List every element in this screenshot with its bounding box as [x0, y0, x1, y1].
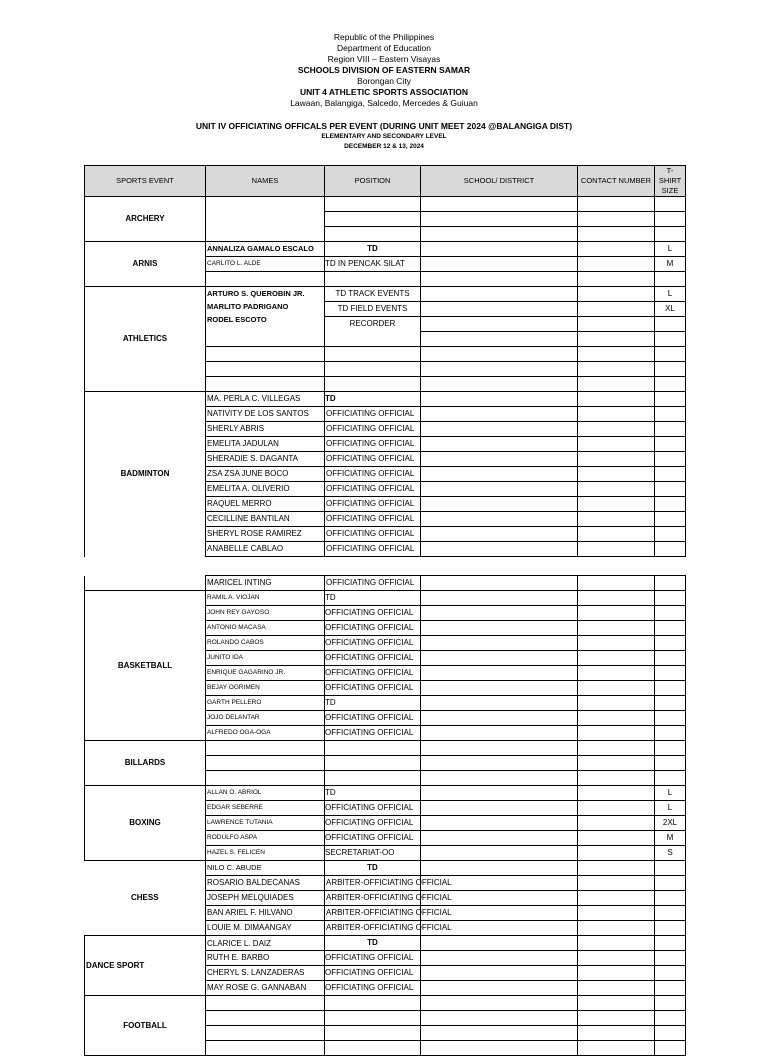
- official-name: CECILLINE BANTILAN: [206, 512, 325, 527]
- shirt-size: L: [655, 287, 686, 302]
- officials-table-part1: [84, 165, 686, 557]
- official-position: OFFICIATING OFFICIAL: [325, 636, 421, 651]
- official-name: JOHN REY GAYOSO: [206, 606, 325, 621]
- official-name: JOSEPH MELQUIADES: [206, 891, 325, 906]
- official-name: ANNALIZA GAMALO ESCALO: [206, 242, 325, 257]
- shirt-size: M: [655, 831, 686, 846]
- official-position: OFFICIATING OFFICIAL: [325, 666, 421, 681]
- official-position: OFFICIATING OFFICIAL: [325, 726, 421, 741]
- official-position: OFFICIATING OFFICIAL: [325, 816, 421, 831]
- shirt-size: S: [655, 846, 686, 861]
- official-position: TD: [325, 936, 421, 951]
- table-row: [85, 287, 686, 302]
- official-name: MARLITO PADRIGANO: [207, 302, 289, 311]
- event-boxing: BOXING: [85, 786, 206, 861]
- document-header: [0, 32, 768, 109]
- official-name: SHERLY ABRIS: [206, 422, 325, 437]
- official-position: OFFICIATING OFFICIAL: [325, 651, 421, 666]
- document-title-block: [0, 121, 768, 153]
- official-name: MA. PERLA C. VILLEGAS: [206, 392, 325, 407]
- official-position: OFFICIATING OFFICIAL: [325, 966, 421, 981]
- table-row: [85, 741, 686, 756]
- official-name: GARTH PELLERO: [206, 696, 325, 711]
- header-republic: Republic of the Philippines: [333, 32, 435, 42]
- shirt-size: L: [655, 801, 686, 816]
- shirt-size: XL: [655, 302, 686, 317]
- col-header-event: SPORTS EVENT: [85, 166, 206, 197]
- event-football: FOOTBALL: [85, 996, 206, 1056]
- table-row: [85, 996, 686, 1011]
- document-title: UNIT IV OFFICIATING OFFICALS PER EVENT (DURING UNIT MEET 2024 @BALANGIGA DIST): [195, 121, 573, 131]
- official-name: BAN ARIEL F. HILVANO: [206, 906, 325, 921]
- event-badminton: BADMINTON: [85, 392, 206, 557]
- official-position: TD: [325, 861, 421, 876]
- table-row: [85, 242, 686, 257]
- event-basketball: BASKETBALL: [85, 591, 206, 741]
- header-association: UNIT 4 ATHLETIC SPORTS ASSOCIATION: [299, 87, 469, 97]
- official-name: NATIVITY DE LOS SANTOS: [206, 407, 325, 422]
- col-header-names: NAMES: [206, 166, 325, 197]
- shirt-size: L: [655, 786, 686, 801]
- document-dates: DECEMBER 12 & 13, 2024: [344, 143, 424, 150]
- table-row: [85, 786, 686, 801]
- official-name: ZSA ZSA JUNE BOCO: [206, 467, 325, 482]
- official-name: ROSARIO BALDECANAS: [206, 876, 325, 891]
- shirt-size: 2XL: [655, 816, 686, 831]
- official-position: ARBITER-OFFICIATING OFFICIAL: [325, 921, 421, 936]
- officials-table-part2: [84, 575, 686, 1056]
- table-row: [85, 392, 686, 407]
- official-position: OFFICIATING OFFICIAL: [325, 606, 421, 621]
- official-position: TD: [325, 696, 421, 711]
- official-name: SHERYL ROSE RAMIREZ: [206, 527, 325, 542]
- official-name: RAMIL A. VIOJAN: [206, 591, 325, 606]
- event-dance-sport: DANCE SPORT: [85, 936, 206, 996]
- official-position: OFFICIATING OFFICIAL: [325, 681, 421, 696]
- official-position: TD: [325, 242, 421, 257]
- official-name: ANABELLE CABLAO: [206, 542, 325, 557]
- event-archery: ARCHERY: [85, 197, 206, 242]
- official-position: OFFICIATING OFFICIAL: [325, 621, 421, 636]
- official-position: TD: [325, 591, 421, 606]
- col-header-school: SCHOOL/ DISTRICT: [421, 166, 578, 197]
- official-position: OFFICIATING OFFICIAL: [325, 711, 421, 726]
- event-athletics: ATHLETICS: [85, 287, 206, 392]
- table-row: [85, 576, 686, 591]
- official-position: OFFICIATING OFFICIAL: [325, 422, 421, 437]
- official-name: JUNITO IDA: [206, 651, 325, 666]
- header-municipalities: Lawaan, Balangiga, Salcedo, Mercedes & Guiuan: [290, 98, 478, 108]
- official-name: ARTURO S. QUEROBIN JR.: [207, 289, 305, 298]
- official-position: ARBITER-OFFICIATING OFFICIAL: [325, 876, 421, 891]
- official-name: RODEL ESCOTO: [207, 315, 267, 324]
- event-arnis: ARNIS: [85, 242, 206, 287]
- official-position: RECORDER: [325, 317, 421, 332]
- header-department: Department of Education: [336, 43, 432, 53]
- table-row: [85, 591, 686, 606]
- document-level: ELEMENTARY AND SECONDARY LEVEL: [321, 133, 447, 140]
- official-position: TD: [325, 786, 421, 801]
- official-position: SECRETARIAT-OO: [325, 846, 421, 861]
- official-name: ANTONIO MACASA: [206, 621, 325, 636]
- official-name: EMELITA JADULAN: [206, 437, 325, 452]
- official-position: TD FIELD EVENTS: [325, 302, 421, 317]
- col-header-contact: CONTACT NUMBER: [578, 166, 655, 197]
- official-name: RAQUEL MERRO: [206, 497, 325, 512]
- official-position: OFFICIATING OFFICIAL: [325, 467, 421, 482]
- official-name: ALFREDO OGA-OGA: [206, 726, 325, 741]
- official-name: JOJO DELANTAR: [206, 711, 325, 726]
- header-division: SCHOOLS DIVISION OF EASTERN SAMAR: [297, 65, 471, 75]
- col-header-position: POSITION: [325, 166, 421, 197]
- official-position: OFFICIATING OFFICIAL: [325, 512, 421, 527]
- official-name: EDGAR SEBERRE: [206, 801, 325, 816]
- official-position: OFFICIATING OFFICIAL: [325, 527, 421, 542]
- shirt-size: L: [655, 242, 686, 257]
- official-position: OFFICIATING OFFICIAL: [325, 497, 421, 512]
- official-name: LOUIE M. DIMAANGAY: [206, 921, 325, 936]
- official-position: OFFICIATING OFFICIAL: [325, 831, 421, 846]
- official-position: OFFICIATING OFFICIAL: [325, 437, 421, 452]
- col-header-shirt: T-SHIRT SIZE: [655, 166, 686, 197]
- official-name: SHERADIE S. DAGANTA: [206, 452, 325, 467]
- official-name: BEJAY OGRIMEN: [206, 681, 325, 696]
- official-name: RUTH E. BARBO: [206, 951, 325, 966]
- athletics-names: [206, 287, 325, 347]
- official-position: OFFICIATING OFFICIAL: [325, 951, 421, 966]
- official-position: OFFICIATING OFFICIAL: [325, 576, 421, 591]
- event-chess: CHESS: [85, 861, 206, 936]
- official-name: HAZEL S. FELICEN: [206, 846, 325, 861]
- header-city: Borongan City: [357, 76, 411, 86]
- official-position: TD IN PENCAK SILAT: [325, 257, 421, 272]
- shirt-size: M: [655, 257, 686, 272]
- official-name: LAWRENCE TUTANIA: [206, 816, 325, 831]
- official-name: MARICEL INTING: [206, 576, 325, 591]
- official-position: ARBITER-OFFICIATING OFFICIAL: [325, 891, 421, 906]
- official-name: EMELITA A. OLIVERIO: [206, 482, 325, 497]
- official-name: CHERYL S. LANZADERAS: [206, 966, 325, 981]
- official-position: TD: [325, 392, 421, 407]
- official-name: ALLAN O. ABRIOL: [206, 786, 325, 801]
- event-billards: BILLARDS: [85, 741, 206, 786]
- official-position: TD TRACK EVENTS: [325, 287, 421, 302]
- event-continued: [85, 576, 206, 591]
- official-name: NILO C. ABUDE: [206, 861, 325, 876]
- official-position: OFFICIATING OFFICIAL: [325, 452, 421, 467]
- names-cell: [206, 197, 325, 242]
- official-name: RODULFO ASPA: [206, 831, 325, 846]
- official-name: ROLANDO CABOS: [206, 636, 325, 651]
- official-position: OFFICIATING OFFICIAL: [325, 801, 421, 816]
- table-row: [85, 197, 686, 212]
- official-name: CLARICE L. DAIZ: [206, 936, 325, 951]
- header-region: Region VIII – Eastern Visayas: [327, 54, 441, 64]
- official-name: ENRIQUE GAGARINO JR.: [206, 666, 325, 681]
- table-header-row: [85, 166, 686, 197]
- table-row: [85, 861, 686, 876]
- official-position: OFFICIATING OFFICIAL: [325, 981, 421, 996]
- official-position: ARBITER-OFFICIATING OFFICIAL: [325, 906, 421, 921]
- official-name: MAY ROSE G. GANNABAN: [206, 981, 325, 996]
- official-position: OFFICIATING OFFICIAL: [325, 542, 421, 557]
- official-name: CARLITO L. ALDE: [206, 257, 325, 272]
- official-position: OFFICIATING OFFICIAL: [325, 407, 421, 422]
- table-row: [85, 936, 686, 951]
- official-position: OFFICIATING OFFICIAL: [325, 482, 421, 497]
